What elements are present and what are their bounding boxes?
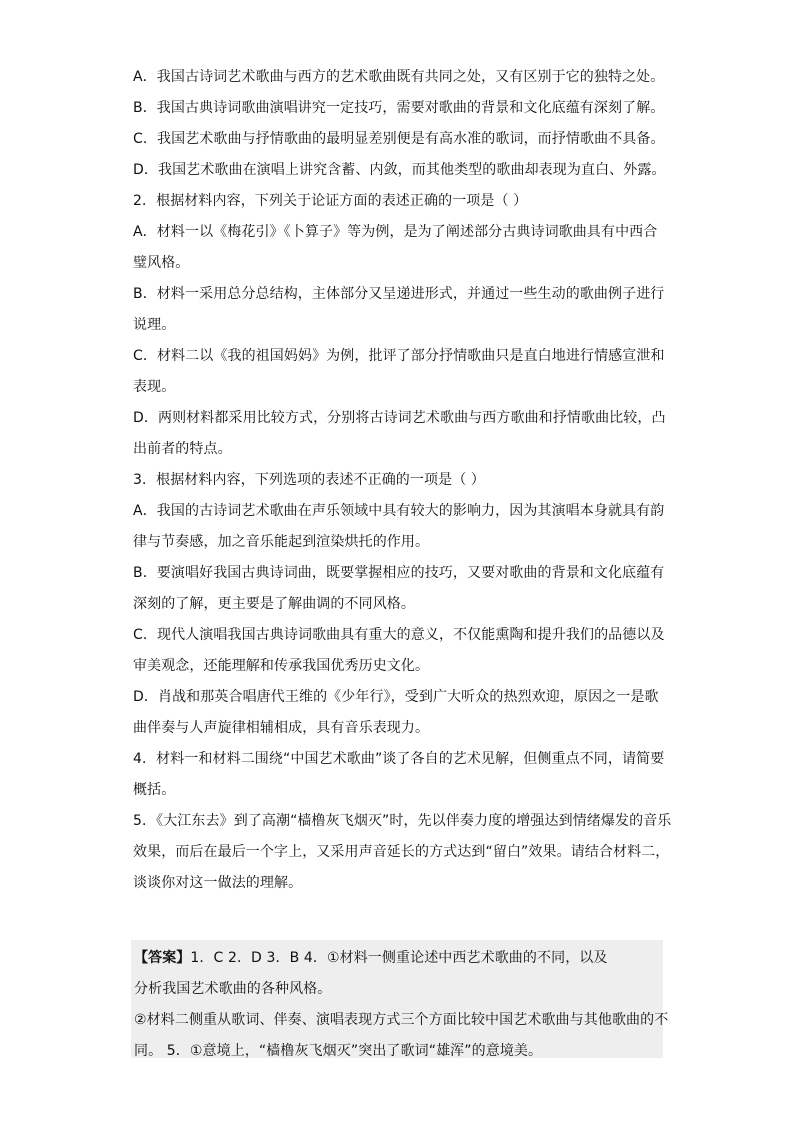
- answer-line-1-text: 1．C 2．D 3．B 4．①材料一侧重论述中西艺术歌曲的不同，以及: [190, 950, 608, 966]
- answer-line-2: 分析我国艺术歌曲的各种风格。: [134, 981, 332, 997]
- answer-section: [134, 943, 669, 1067]
- option-c-q2-line1: C．材料二以《我的祖国妈妈》为例，批评了部分抒情歌曲只是直白地进行情感宣泄和: [133, 348, 665, 364]
- option-d-q3-line2: 曲伴奏与人声旋律相辅相成，具有音乐表现力。: [133, 720, 430, 736]
- option-d-q2-line2: 出前者的特点。: [133, 441, 232, 457]
- answer-line-1: [134, 943, 662, 974]
- option-b-q1: B．我国古典诗词歌曲演唱讲究一定技巧，需要对歌曲的背景和文化底蕴有深刻了解。: [133, 100, 665, 116]
- option-d-q1: D．我国艺术歌曲在演唱上讲究含蓄、内敛，而其他类型的歌曲却表现为直白、外露。: [133, 162, 666, 178]
- question-4-line2: 概括。: [133, 782, 176, 798]
- answer-line-4: 同。 5．①意境上，“樯橹灰飞烟灭”突出了歌词“雄浑”的意境美。: [134, 1043, 543, 1059]
- question-3-stem: 3．根据材料内容，下列选项的表述不正确的一项是（ ）: [133, 472, 485, 488]
- question-2-stem: 2．根据材料内容，下列关于论证方面的表述正确的一项是（ ）: [133, 193, 528, 209]
- answer-line-3: ②材料二侧重从歌词、伴奏、演唱表现方式三个方面比较中国艺术歌曲与其他歌曲的不: [134, 1012, 669, 1028]
- option-a-q2-line1: A．材料一以《梅花引》《卜算子》等为例，是为了阐述部分古典诗词歌曲具有中西合: [133, 224, 658, 240]
- option-b-q2-line2: 说理。: [133, 317, 176, 333]
- option-b-q2-line1: B．材料一采用总分总结构，主体部分又呈递进形式，并通过一些生动的歌曲例子进行: [133, 286, 665, 302]
- question-5-line3: 谈谈你对这一做法的理解。: [133, 875, 303, 891]
- option-c-q3-line2: 审美观念，还能理解和传承我国优秀历史文化。: [133, 658, 430, 674]
- option-a-q3-line2: 律与节奏感，加之音乐能起到渲染烘托的作用。: [133, 534, 430, 550]
- option-a-q2-line2: 璧风格。: [133, 255, 190, 271]
- answer-label: 【答案】: [134, 950, 191, 966]
- option-d-q2-line1: D．两则材料都采用比较方式，分别将古诗词艺术歌曲与西方歌曲和抒情歌曲比较，凸: [133, 410, 666, 426]
- option-b-q3-line2: 深刻的了解，更主要是了解曲调的不同风格。: [133, 596, 415, 612]
- question-5-line2: 效果，而后在最后一个字上，又采用声音延长的方式达到“留白”效果。请结合材料二，: [133, 844, 670, 860]
- option-c-q3-line1: C．现代人演唱我国古典诗词歌曲具有重大的意义，不仅能熏陶和提升我们的品德以及: [133, 627, 665, 643]
- option-a-q1: A．我国古诗词艺术歌曲与西方的艺术歌曲既有共同之处，又有区别于它的独特之处。: [133, 69, 665, 85]
- question-4-line1: 4．材料一和材料二围绕“中国艺术歌曲”谈了各自的艺术见解，但侧重点不同，请简要: [133, 751, 665, 767]
- option-c-q1: C．我国艺术歌曲与抒情歌曲的最明显差别便是有高水准的歌词，而抒情歌曲不具备。: [133, 131, 665, 147]
- option-c-q2-line2: 表现。: [133, 379, 176, 395]
- option-b-q3-line1: B．要演唱好我国古典诗词曲，既要掌握相应的技巧，又要对歌曲的背景和文化底蕴有: [133, 565, 665, 581]
- option-d-q3-line1: D．肖战和那英合唱唐代王维的《少年行》，受到广大听众的热烈欢迎，原因之一是歌: [133, 689, 659, 705]
- option-a-q3-line1: A．我国的古诗词艺术歌曲在声乐领域中具有较大的影响力，因为其演唱本身就具有韵: [133, 503, 665, 519]
- questions-section: [133, 62, 672, 899]
- question-5-line1: 5．《大江东去》到了高潮“樯橹灰飞烟灭”时，先以伴奏力度的增强达到情绪爆发的音乐: [133, 813, 672, 829]
